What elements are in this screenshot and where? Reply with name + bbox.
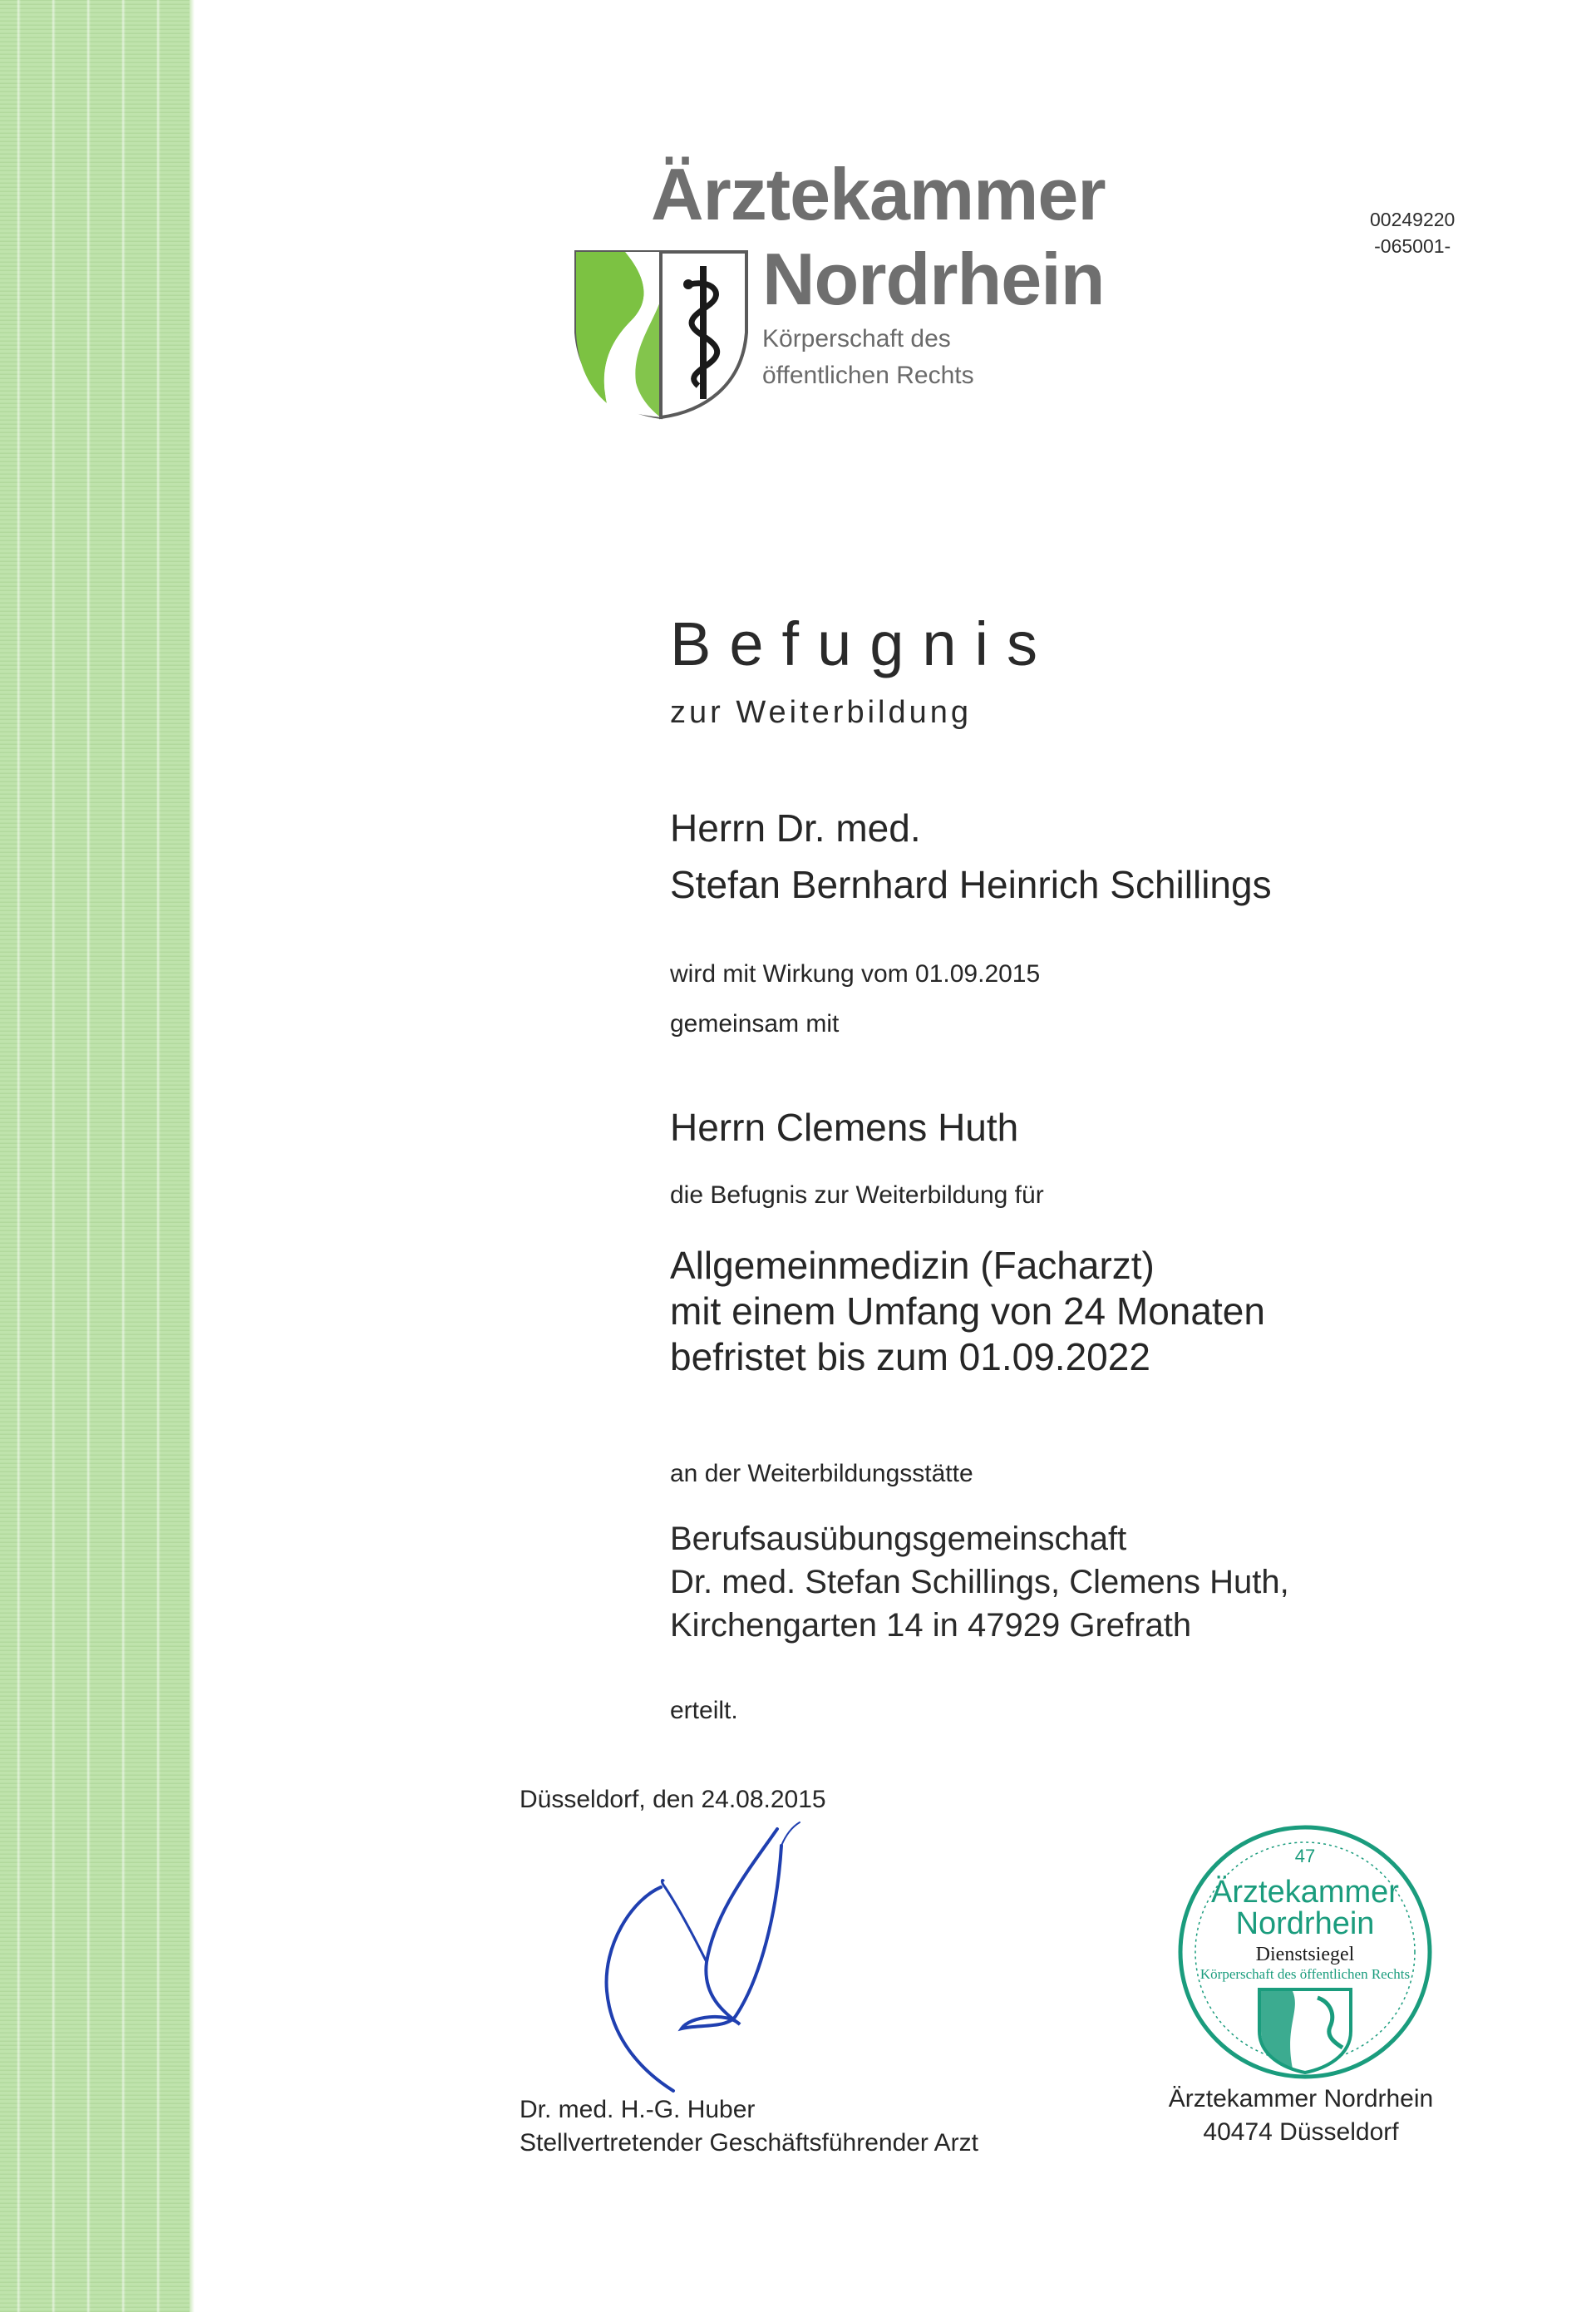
document-number [1370, 206, 1455, 259]
logo-subtitle-line2: öffentlichen Rechts [762, 362, 974, 389]
signer-role: Stellvertretender Geschäftsführender Arzt [520, 2129, 978, 2157]
signer-block [520, 2093, 978, 2160]
logo-name-line1: Ärztekammer [651, 153, 1106, 235]
effective-text: wird mit Wirkung vom 01.09.2015 [670, 960, 1041, 988]
signature-image [582, 1821, 831, 2107]
guilloche-border-edge [190, 0, 195, 2312]
granted-text: erteilt. [670, 1697, 738, 1724]
seal-line2: Nordrhein [1235, 1906, 1375, 1941]
seal-caption [1160, 2083, 1442, 2149]
document-title: Befugnis [670, 609, 1056, 678]
logo-subtitle-line1: Körperschaft des [762, 325, 951, 352]
document-subtitle: zur Weiterbildung [670, 695, 973, 730]
logo-shield-icon [574, 249, 750, 424]
seal-caption-line1: Ärztekammer Nordrhein [1168, 2085, 1434, 2112]
seal-line1: Ärztekammer [1211, 1875, 1399, 1910]
site-line3: Kirchengarten 14 in 47929 Grefrath [670, 1607, 1192, 1644]
field-block [670, 1243, 1265, 1380]
logo-subtitle [762, 321, 974, 394]
recipient-name: Stefan Bernhard Heinrich Schillings [670, 863, 1272, 906]
seal-number: 47 [1294, 1846, 1316, 1866]
recipient-block [670, 800, 1272, 913]
seal-label: Dienstsiegel [1255, 1944, 1355, 1965]
document-number-line1: 00249220 [1370, 209, 1456, 230]
site-block [670, 1517, 1289, 1647]
logo-name-line2: Nordrhein [762, 238, 1105, 320]
together-text: gemeinsam mit [670, 1010, 840, 1038]
site-label: an der Weiterbildungsstätte [670, 1460, 973, 1487]
befugnis-for-text: die Befugnis zur Weiterbildung für [670, 1181, 1044, 1209]
site-line1: Berufsausübungsgemeinschaft [670, 1521, 1127, 1557]
site-line2: Dr. med. Stefan Schillings, Clemens Huth, [670, 1564, 1289, 1600]
official-seal-stamp [1160, 1819, 1451, 2098]
field-line1: Allgemeinmedizin (Facharzt) [670, 1244, 1155, 1287]
signer-name: Dr. med. H.-G. Huber [520, 2096, 756, 2123]
partner-name: Herrn Clemens Huth [670, 1106, 1019, 1149]
field-line3: befristet bis zum 01.09.2022 [670, 1335, 1150, 1378]
place-date: Düsseldorf, den 24.08.2015 [520, 1786, 826, 1813]
seal-caption-line2: 40474 Düsseldorf [1203, 2118, 1399, 2146]
seal-ring-text: Körperschaft des öffentlichen Rechts [1199, 1966, 1411, 1982]
recipient-salutation: Herrn Dr. med. [670, 806, 921, 850]
guilloche-border [0, 0, 193, 2312]
field-line2: mit einem Umfang von 24 Monaten [670, 1289, 1265, 1333]
document-number-line2: -065001- [1374, 235, 1451, 257]
